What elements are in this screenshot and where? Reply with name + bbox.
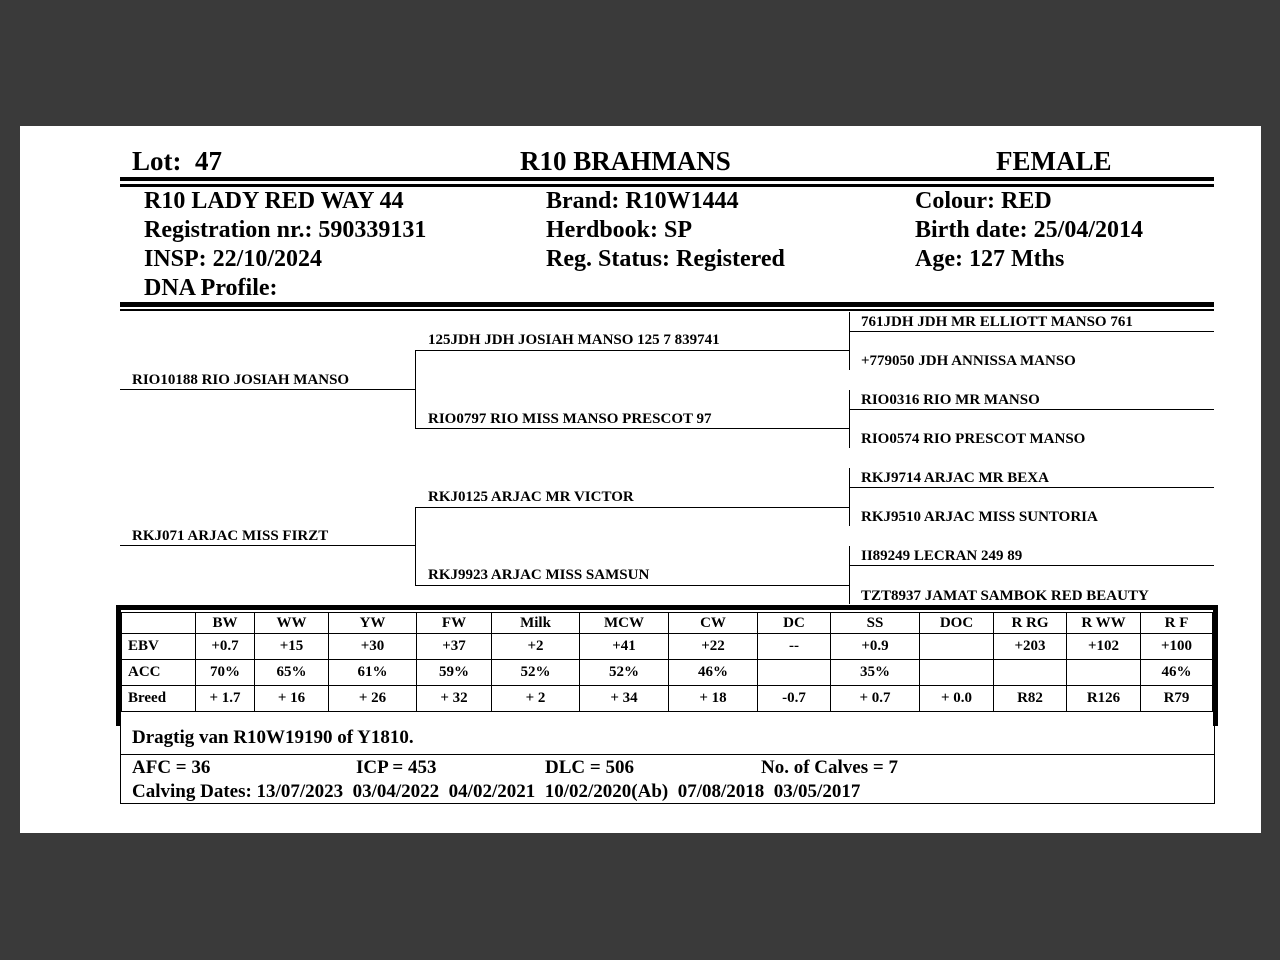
ebv-col-header: DOC	[920, 613, 994, 634]
sd-bracket	[849, 390, 850, 448]
dam-sire-dam: RKJ9510 ARJAC MISS SUNTORIA	[861, 509, 1098, 525]
calving-box	[120, 754, 1215, 804]
header-rule-2	[120, 184, 1214, 187]
herdbook: Herdbook: SP	[546, 217, 693, 243]
birth-date: Birth date: 25/04/2014	[915, 217, 1143, 243]
acc-row	[122, 660, 1213, 686]
pregnancy-status: Dragtig van R10W19190 of Y1810.	[132, 727, 414, 748]
ss-bracket	[849, 312, 850, 370]
dam: RKJ071 ARJAC MISS FIRZT	[132, 528, 329, 544]
ebv-cell: +22	[669, 634, 758, 660]
dam-dam: RKJ9923 ARJAC MISS SAMSUN	[428, 567, 650, 583]
sire-dam-sire: RIO0316 RIO MR MANSO	[861, 392, 1040, 408]
acc-cell	[994, 660, 1067, 686]
ebv-col-header: SS	[831, 613, 920, 634]
sd-line	[415, 428, 850, 429]
acc-cell: 35%	[831, 660, 920, 686]
acc-cell	[1067, 660, 1141, 686]
dss-line	[849, 487, 1214, 488]
lot-sheet	[20, 126, 1261, 833]
ebv-col-header: Milk	[492, 613, 580, 634]
sire-sire: 125JDH JDH JOSIAH MANSO 125 7 839741	[428, 332, 720, 348]
acc-cell: 46%	[669, 660, 758, 686]
dna-profile: DNA Profile:	[144, 275, 278, 301]
ebv-cell	[920, 634, 994, 660]
ebv-cell: +0.9	[831, 634, 920, 660]
breeder-name: R10 BRAHMANS	[520, 146, 731, 176]
ebv-cell: +37	[417, 634, 492, 660]
sire-dam-dam: RIO0574 RIO PRESCOT MANSO	[861, 431, 1086, 447]
dam-sire: RKJ0125 ARJAC MR VICTOR	[428, 489, 634, 505]
breed-cell: R126	[1067, 686, 1141, 712]
lot-label-text: Lot:	[132, 146, 182, 176]
dam-dam-sire: II89249 LECRAN 249 89	[861, 548, 1023, 564]
ebv-col-header: R WW	[1067, 613, 1141, 634]
ebv-col-header: WW	[255, 613, 329, 634]
row-label: ACC	[122, 660, 196, 686]
no-of-calves: No. of Calves = 7	[761, 757, 898, 778]
breed-cell: + 1.7	[196, 686, 255, 712]
animal-sex: FEMALE	[996, 146, 1112, 176]
sire-dam: RIO0797 RIO MISS MANSO PRESCOT 97	[428, 411, 712, 427]
age: Age: 127 Mths	[915, 246, 1065, 272]
animal-name: R10 LADY RED WAY 44	[144, 188, 404, 214]
ebv-col-header: BW	[196, 613, 255, 634]
ebv-cell: +100	[1141, 634, 1213, 660]
info-rule-2	[120, 309, 1214, 311]
dam-bracket	[415, 507, 416, 586]
ss-line	[415, 350, 850, 351]
acc-cell: 52%	[492, 660, 580, 686]
breed-cell: + 16	[255, 686, 329, 712]
afc: AFC = 36	[132, 757, 211, 778]
ebv-col-header: YW	[329, 613, 417, 634]
acc-cell	[920, 660, 994, 686]
acc-cell: 59%	[417, 660, 492, 686]
ebv-col-header: R F	[1141, 613, 1213, 634]
acc-cell: 46%	[1141, 660, 1213, 686]
breed-cell: + 2	[492, 686, 580, 712]
acc-cell	[758, 660, 831, 686]
icp: ICP = 453	[356, 757, 437, 778]
ebv-header-row	[122, 613, 1213, 634]
acc-cell: 70%	[196, 660, 255, 686]
ebv-col-header: MCW	[580, 613, 669, 634]
ebv-cell: --	[758, 634, 831, 660]
ebv-cell: +41	[580, 634, 669, 660]
ebv-col-header: CW	[669, 613, 758, 634]
sds-line	[849, 409, 1214, 410]
ebv-col-header: DC	[758, 613, 831, 634]
breed-cell: + 34	[580, 686, 669, 712]
acc-cell: 61%	[329, 660, 417, 686]
sss-line	[849, 331, 1214, 332]
ebv-cell: +30	[329, 634, 417, 660]
breed-cell: R82	[994, 686, 1067, 712]
ebv-col-header: FW	[417, 613, 492, 634]
pregnancy-box	[120, 725, 1215, 755]
ebv-cell: +0.7	[196, 634, 255, 660]
breed-cell: + 0.0	[920, 686, 994, 712]
sire-bracket	[415, 350, 416, 429]
dam-sire-sire: RKJ9714 ARJAC MR BEXA	[861, 470, 1049, 486]
lot-number: 47	[195, 146, 222, 176]
ebv-corner	[122, 613, 196, 634]
dd-bracket	[849, 546, 850, 604]
insp-date: INSP: 22/10/2024	[144, 246, 323, 272]
dds-line	[849, 565, 1214, 566]
breed-cell: + 18	[669, 686, 758, 712]
dd-line	[415, 585, 850, 586]
ebv-row	[122, 634, 1213, 660]
brand: Brand: R10W1444	[546, 188, 739, 214]
row-label: Breed	[122, 686, 196, 712]
ebv-cell: +2	[492, 634, 580, 660]
breed-cell: + 32	[417, 686, 492, 712]
dam-line	[120, 545, 416, 546]
ebv-cell: +203	[994, 634, 1067, 660]
registration-number: Registration nr.: 590339131	[144, 217, 427, 243]
acc-cell: 65%	[255, 660, 329, 686]
breed-cell: + 0.7	[831, 686, 920, 712]
sire-sire-dam: +779050 JDH ANNISSA MANSO	[861, 353, 1076, 369]
ebv-cell: +102	[1067, 634, 1141, 660]
ebv-col-header: R RG	[994, 613, 1067, 634]
ds-bracket	[849, 468, 850, 526]
breed-row	[122, 686, 1213, 712]
breed-cell: R79	[1141, 686, 1213, 712]
breed-cell: -0.7	[758, 686, 831, 712]
dam-dam-dam: TZT8937 JAMAT SAMBOK RED BEAUTY	[861, 588, 1149, 604]
reg-status: Reg. Status: Registered	[546, 246, 785, 272]
dlc: DLC = 506	[545, 757, 634, 778]
acc-cell: 52%	[580, 660, 669, 686]
breed-cell: + 26	[329, 686, 417, 712]
header-rule	[120, 177, 1214, 181]
sire-sire-sire: 761JDH JDH MR ELLIOTT MANSO 761	[861, 314, 1133, 330]
ebv-cell: +15	[255, 634, 329, 660]
row-label: EBV	[122, 634, 196, 660]
colour: Colour: RED	[915, 188, 1052, 214]
ds-line	[415, 507, 850, 508]
info-rule	[120, 302, 1214, 307]
calving-dates: Calving Dates: 13/07/2023 03/04/2022 04/02/2021 10/02/2020(Ab) 07/08/2018 03/05/2017	[132, 781, 861, 802]
sire-line	[120, 389, 416, 390]
ebv-table	[121, 612, 1213, 712]
sire: RIO10188 RIO JOSIAH MANSO	[132, 372, 350, 388]
lot-label	[132, 146, 222, 177]
